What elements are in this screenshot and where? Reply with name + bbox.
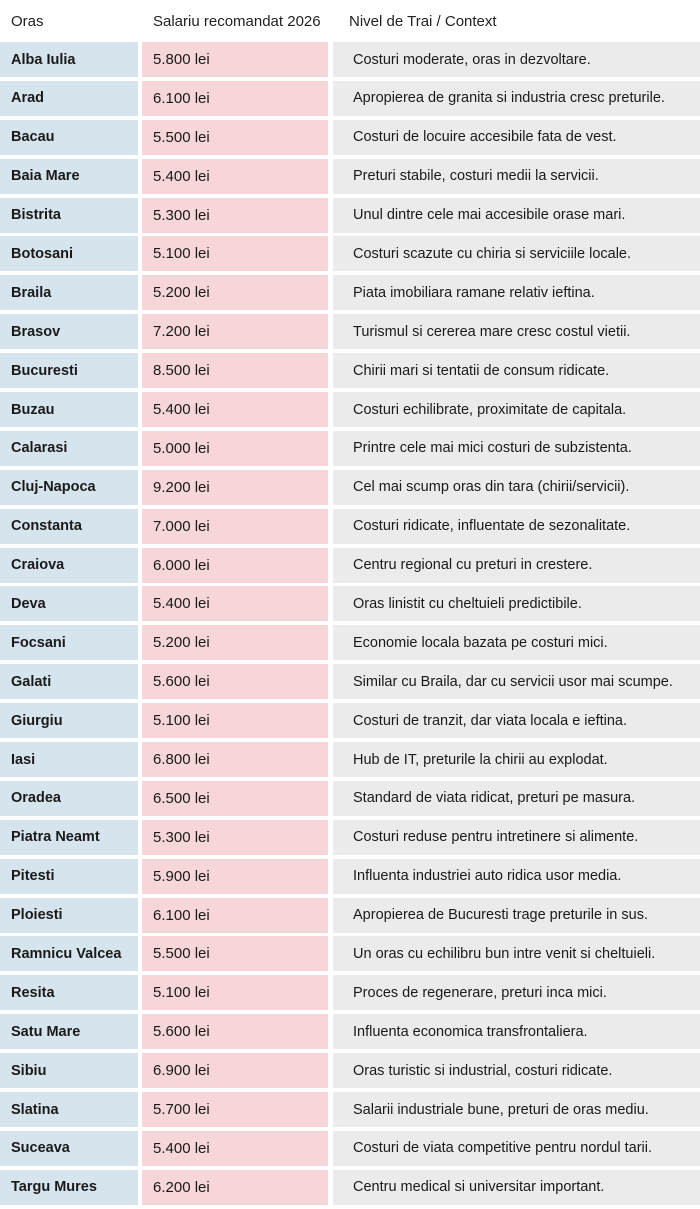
city-cell: Galati	[0, 664, 138, 699]
salary-cell: 5.000 lei	[142, 431, 328, 466]
context-cell: Costuri scazute cu chiria si serviciile locale.	[333, 236, 700, 271]
table-row	[0, 159, 700, 194]
table-row	[0, 1014, 700, 1049]
city-cell: Oradea	[0, 781, 138, 816]
city-cell: Sibiu	[0, 1053, 138, 1088]
table-row	[0, 664, 700, 699]
city-cell: Slatina	[0, 1092, 138, 1127]
context-cell: Chirii mari si tentatii de consum ridicate.	[333, 353, 700, 388]
salary-cell: 6.000 lei	[142, 548, 328, 583]
city-cell: Arad	[0, 81, 138, 116]
context-cell: Costuri de locuire accesibile fata de vest.	[333, 120, 700, 155]
table-row	[0, 1170, 700, 1205]
context-cell: Unul dintre cele mai accesibile orase mari.	[333, 198, 700, 233]
context-cell: Un oras cu echilibru bun intre venit si cheltuieli.	[333, 936, 700, 971]
table-row	[0, 275, 700, 310]
salary-cell: 5.400 lei	[142, 586, 328, 621]
salary-cell: 5.100 lei	[142, 975, 328, 1010]
city-cell: Suceava	[0, 1131, 138, 1166]
salary-cell: 5.200 lei	[142, 275, 328, 310]
table-row	[0, 509, 700, 544]
context-cell: Standard de viata ridicat, preturi pe masura.	[333, 781, 700, 816]
table-row	[0, 392, 700, 427]
context-cell: Preturi stabile, costuri medii la servicii.	[333, 159, 700, 194]
context-cell: Turismul si cererea mare cresc costul vietii.	[333, 314, 700, 349]
context-cell: Costuri echilibrate, proximitate de capitala.	[333, 392, 700, 427]
table-row	[0, 703, 700, 738]
header-city: Oras	[11, 12, 44, 30]
context-cell: Apropierea de Bucuresti trage preturile in sus.	[333, 898, 700, 933]
table-row	[0, 898, 700, 933]
context-cell: Costuri reduse pentru intretinere si alimente.	[333, 820, 700, 855]
salary-cell: 7.000 lei	[142, 509, 328, 544]
context-cell: Influenta industriei auto ridica usor media.	[333, 859, 700, 894]
city-cell: Cluj-Napoca	[0, 470, 138, 505]
salary-cell: 5.300 lei	[142, 820, 328, 855]
salary-cell: 5.600 lei	[142, 664, 328, 699]
city-cell: Piatra Neamt	[0, 820, 138, 855]
table-row	[0, 236, 700, 271]
salary-cell: 5.100 lei	[142, 236, 328, 271]
table-row	[0, 198, 700, 233]
header-salary: Salariu recomandat 2026	[153, 12, 321, 30]
salary-cell: 5.600 lei	[142, 1014, 328, 1049]
city-cell: Braila	[0, 275, 138, 310]
table-row	[0, 1053, 700, 1088]
table-row	[0, 431, 700, 466]
city-cell: Buzau	[0, 392, 138, 427]
city-cell: Iasi	[0, 742, 138, 777]
table-row	[0, 1131, 700, 1166]
city-cell: Bistrita	[0, 198, 138, 233]
context-cell: Printre cele mai mici costuri de subzistenta.	[333, 431, 700, 466]
salary-cell: 5.300 lei	[142, 198, 328, 233]
context-cell: Costuri moderate, oras in dezvoltare.	[333, 42, 700, 77]
context-cell: Costuri de viata competitive pentru nordul tarii.	[333, 1131, 700, 1166]
table-body	[0, 42, 700, 1209]
salary-cell: 9.200 lei	[142, 470, 328, 505]
city-cell: Giurgiu	[0, 703, 138, 738]
table-row	[0, 548, 700, 583]
context-cell: Salarii industriale bune, preturi de oras mediu.	[333, 1092, 700, 1127]
table-row	[0, 820, 700, 855]
city-cell: Bacau	[0, 120, 138, 155]
salary-cell: 5.400 lei	[142, 392, 328, 427]
salary-cell: 6.200 lei	[142, 1170, 328, 1205]
salary-cell: 5.500 lei	[142, 120, 328, 155]
city-cell: Deva	[0, 586, 138, 621]
city-cell: Brasov	[0, 314, 138, 349]
header-context: Nivel de Trai / Context	[349, 12, 497, 30]
salary-cell: 6.100 lei	[142, 81, 328, 116]
salary-cell: 5.800 lei	[142, 42, 328, 77]
table-row	[0, 353, 700, 388]
city-cell: Constanta	[0, 509, 138, 544]
city-cell: Baia Mare	[0, 159, 138, 194]
context-cell: Economie locala bazata pe costuri mici.	[333, 625, 700, 660]
context-cell: Proces de regenerare, preturi inca mici.	[333, 975, 700, 1010]
salary-cell: 6.500 lei	[142, 781, 328, 816]
salary-cell: 5.400 lei	[142, 159, 328, 194]
city-cell: Satu Mare	[0, 1014, 138, 1049]
table-row	[0, 470, 700, 505]
table-row	[0, 625, 700, 660]
city-cell: Craiova	[0, 548, 138, 583]
city-cell: Ploiesti	[0, 898, 138, 933]
salary-cell: 5.500 lei	[142, 936, 328, 971]
table-row	[0, 742, 700, 777]
salary-cell: 5.900 lei	[142, 859, 328, 894]
context-cell: Centru medical si universitar important.	[333, 1170, 700, 1205]
table-row	[0, 586, 700, 621]
salary-cell: 7.200 lei	[142, 314, 328, 349]
salary-cell: 8.500 lei	[142, 353, 328, 388]
context-cell: Piata imobiliara ramane relativ ieftina.	[333, 275, 700, 310]
city-cell: Pitesti	[0, 859, 138, 894]
context-cell: Similar cu Braila, dar cu servicii usor mai scumpe.	[333, 664, 700, 699]
context-cell: Oras turistic si industrial, costuri ridicate.	[333, 1053, 700, 1088]
salary-cell: 5.200 lei	[142, 625, 328, 660]
city-cell: Focsani	[0, 625, 138, 660]
context-cell: Cel mai scump oras din tara (chirii/servicii).	[333, 470, 700, 505]
context-cell: Costuri ridicate, influentate de sezonalitate.	[333, 509, 700, 544]
table-row	[0, 120, 700, 155]
salary-cell: 5.100 lei	[142, 703, 328, 738]
city-cell: Resita	[0, 975, 138, 1010]
city-cell: Botosani	[0, 236, 138, 271]
context-cell: Influenta economica transfrontaliera.	[333, 1014, 700, 1049]
city-cell: Alba Iulia	[0, 42, 138, 77]
context-cell: Centru regional cu preturi in crestere.	[333, 548, 700, 583]
table-row	[0, 1092, 700, 1127]
table-row	[0, 781, 700, 816]
context-cell: Apropierea de granita si industria cresc preturile.	[333, 81, 700, 116]
salary-cell: 6.800 lei	[142, 742, 328, 777]
table-row	[0, 936, 700, 971]
salary-cell: 5.400 lei	[142, 1131, 328, 1166]
city-cell: Bucuresti	[0, 353, 138, 388]
city-cell: Targu Mures	[0, 1170, 138, 1205]
city-cell: Calarasi	[0, 431, 138, 466]
salary-cell: 6.100 lei	[142, 898, 328, 933]
context-cell: Costuri de tranzit, dar viata locala e ieftina.	[333, 703, 700, 738]
table-row	[0, 81, 700, 116]
context-cell: Oras linistit cu cheltuieli predictibile.	[333, 586, 700, 621]
salary-cell: 6.900 lei	[142, 1053, 328, 1088]
table-row	[0, 859, 700, 894]
table-row	[0, 975, 700, 1010]
table-row	[0, 42, 700, 77]
table-header	[0, 0, 700, 42]
city-cell: Ramnicu Valcea	[0, 936, 138, 971]
salary-cell: 5.700 lei	[142, 1092, 328, 1127]
context-cell: Hub de IT, preturile la chirii au explodat.	[333, 742, 700, 777]
table-row	[0, 314, 700, 349]
